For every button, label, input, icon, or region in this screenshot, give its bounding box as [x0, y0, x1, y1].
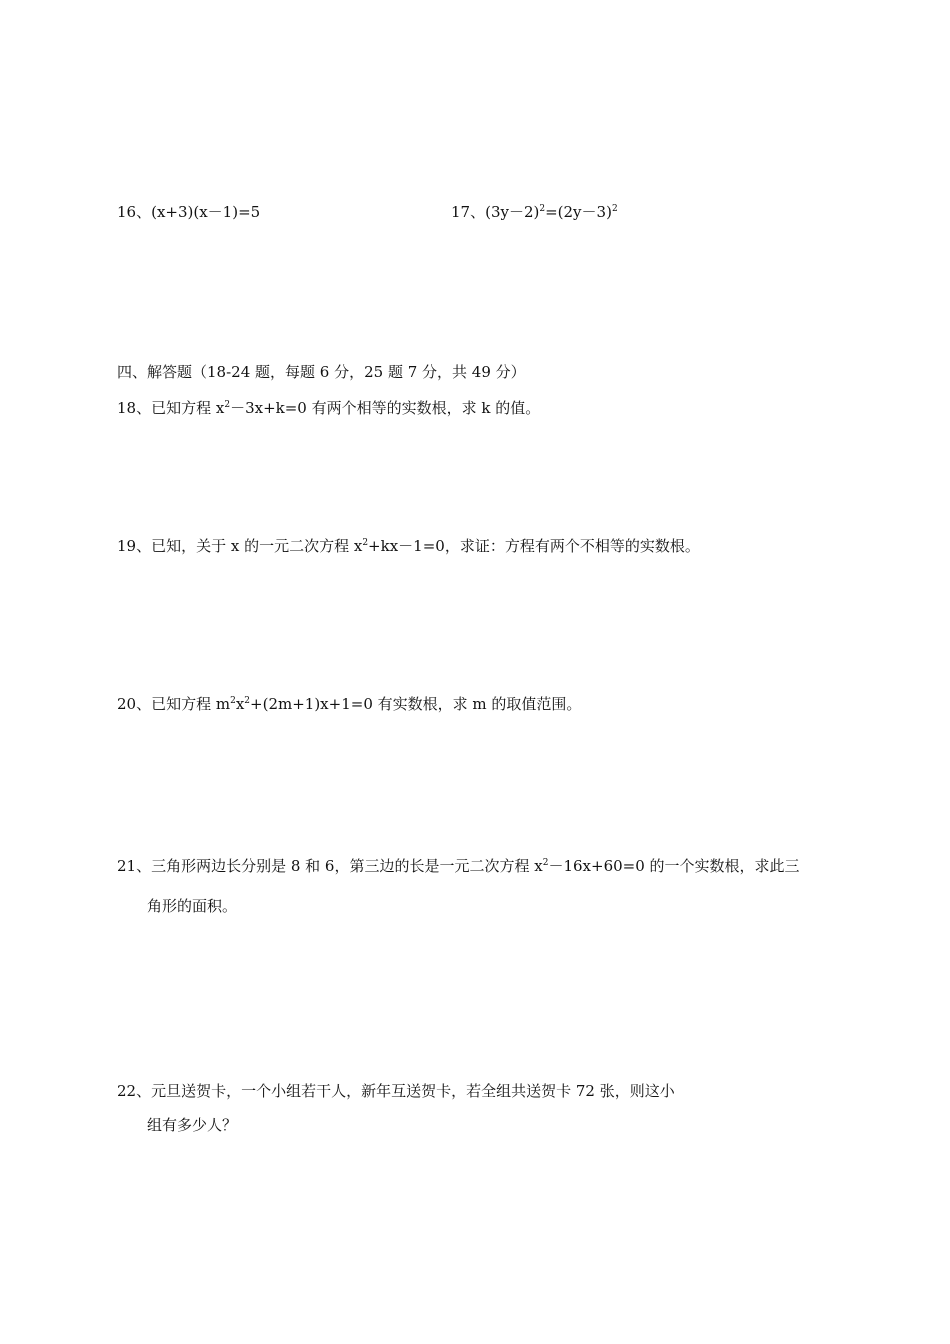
- question-20-exponent-2: 2: [244, 696, 251, 706]
- question-22: 22、元旦送贺卡，一个小组若干人，新年互送贺卡，若全组共送贺卡 72 张，则这小: [117, 1082, 675, 1100]
- section-4-heading: 四、解答题（18-24 题，每题 6 分，25 题 7 分，共 49 分）: [117, 363, 526, 381]
- problem-17-exponent-left: 2: [539, 204, 546, 214]
- question-18-exponent: 2: [224, 400, 231, 410]
- problem-17-exponent-right: 2: [611, 204, 618, 214]
- question-21-exponent: 2: [542, 858, 549, 868]
- question-20-text-a: 20、已知方程 m: [117, 695, 231, 713]
- question-20-text-mid: x: [235, 695, 245, 713]
- question-19-text-b: +kx－1=0，求证：方程有两个不相等的实数根。: [368, 537, 700, 555]
- question-18: [117, 398, 540, 418]
- question-18-text-a: 18、已知方程 x: [117, 399, 225, 417]
- question-19-exponent: 2: [362, 538, 369, 548]
- problem-16: [117, 202, 260, 222]
- question-20-exponent-1: 2: [230, 696, 236, 706]
- question-19-text-a: 19、已知，关于 x 的一元二次方程 x: [117, 537, 363, 555]
- question-21-text-b: －16x+60=0 的一个实数根，求此三: [548, 857, 800, 875]
- question-21-continuation: 角形的面积。: [147, 897, 238, 915]
- problem-17-equation-right: =(2y－3): [545, 203, 612, 221]
- problem-16-number: 16、: [117, 203, 152, 221]
- problem-17-equation-left: (3y－2): [485, 203, 540, 221]
- question-18-text-b: －3x+k=0 有两个相等的实数根，求 k 的值。: [230, 399, 541, 417]
- question-22-continuation: 组有多少人？: [147, 1116, 238, 1134]
- question-19: [117, 536, 700, 556]
- question-21-text-a: 21、三角形两边长分别是 8 和 6，第三边的长是一元二次方程 x: [117, 857, 543, 875]
- problem-17-number: 17、: [451, 203, 486, 221]
- question-20: [117, 694, 581, 714]
- question-20-text-b: +(2m+1)x+1=0 有实数根，求 m 的取值范围。: [250, 695, 582, 713]
- question-21: [117, 856, 800, 876]
- problem-16-equation: (x+3)(x－1)=5: [151, 203, 261, 221]
- problem-17: [451, 202, 618, 222]
